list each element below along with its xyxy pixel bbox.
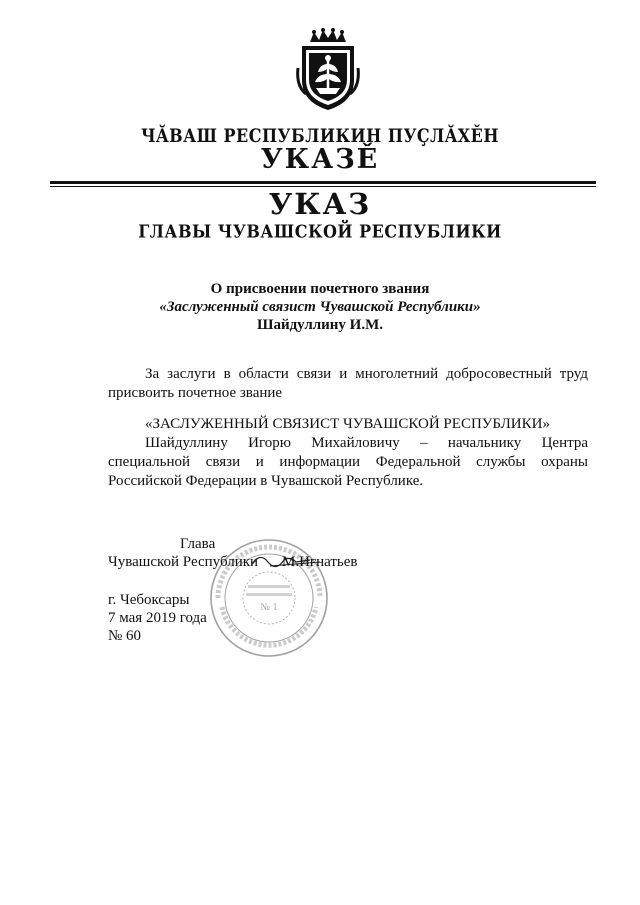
body-paragraph-2 — [108, 415, 588, 491]
paragraph-1-text: За заслуги в области связи и многолетний добросовестный труд присвоить почетное звание — [108, 366, 588, 401]
signatory-title-line-2: Чувашской Республики — [108, 554, 259, 570]
header-divider-thick — [50, 181, 596, 184]
issue-city: г. Чебоксары — [108, 592, 190, 608]
decree-number: № 60 — [108, 628, 142, 644]
body-paragraph-1 — [108, 365, 588, 403]
decree-heading — [0, 280, 640, 334]
chuvash-ukaz-title: УКАЗĚ — [260, 144, 380, 175]
stamp-number: № 1 — [260, 602, 278, 613]
signatory-title-line-1: Глава — [180, 536, 216, 552]
title-award: «ЗАСЛУЖЕННЫЙ СВЯЗИСТ ЧУВАШСКОЙ РЕСПУБЛИКИ» — [145, 416, 550, 432]
chuvash-header-title: ЧĂВАШ РЕСПУБЛИКИН ПУÇЛĂХĚН — [141, 124, 499, 147]
russian-ukaz-title: УКАЗ — [268, 187, 372, 221]
issue-date: 7 мая 2019 года — [108, 610, 207, 626]
heading-line-2: «Заслуженный связист Чувашской Республики» — [159, 299, 481, 315]
signatory-name: М.Игнатьев — [282, 554, 358, 570]
russian-subtitle: ГЛАВЫ ЧУВАШСКОЙ РЕСПУБЛИКИ — [138, 221, 502, 242]
heading-line-3: Шайдуллину И.М. — [256, 317, 384, 333]
paragraph-3-text: Шайдуллину Игорю Михайловичу – начальнику Центра специальной связи и информации Федеральной службы охраны Российской Федерации в Чувашской Республике. — [108, 435, 588, 489]
heading-line-1: О присвоении почетного звания — [210, 281, 430, 297]
coat-of-arms-emblem — [296, 28, 360, 112]
